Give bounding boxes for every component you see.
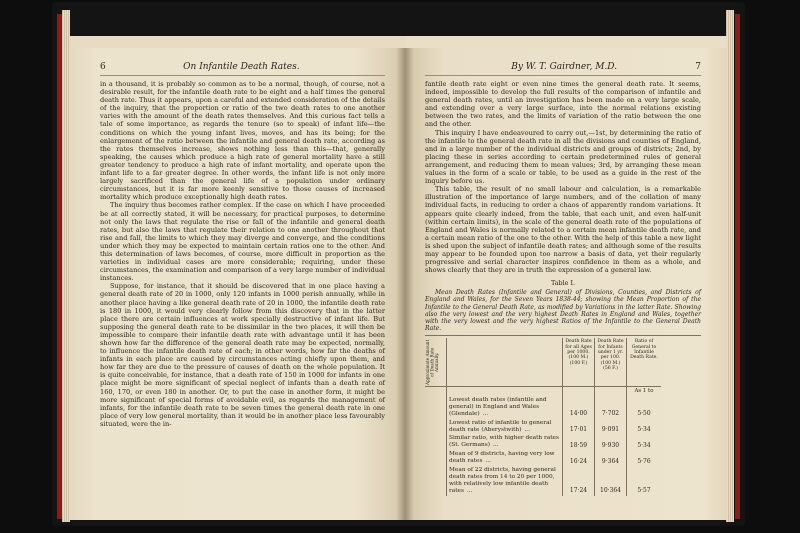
general-death-rate: 14·00 xyxy=(563,396,595,419)
left-page-number: 6 xyxy=(100,62,106,72)
left-paragraph-3: Suppose, for instance, that it should be discovered that in one place having a general death rate of 20 in 1000, only 120 infants in 1000 perish annually, while in another place having a like general death rate of 20 in 1000, the infantile death rate is 180 in 1000, it would very clearly follow from this discovery that in the latter place there are certain influences at work specially destructive of infant life. But supposing the general death rate to be dissimilar in the two places, it will then be impossible to compare their infantile death rate with advantage until it has been shown how far the difference of the general death rate may be expected, normally, to influence the infantile death rate of each; in other words, how far the deaths of infants in each place are caused by circumstances acting chiefly upon them, and how far they are due to the pressure of causes of death on the whole population. It is quite conceivable, for instance, that a death rate of 150 in 1000 for infants in one place might be more significant of special neglect of infants than a death rate of 160, 170, or even 180 in another. Or, to put the case in another form, it might be more significant of special forms of avoidable evil, as regards the management of infants, for the infantile death rate to be seven times the general death rate in one place of very low general mortality, than it would be in another place less favourably situated, were the in- xyxy=(100,282,385,428)
page-stack-left xyxy=(62,10,70,522)
general-death-rate: 18·59 xyxy=(563,434,595,450)
right-paragraph-2: This inquiry I have endeavoured to carry out,—1st, by determining the ratio of the infantile to the general death rate in all the divisions and counties of England, and in a large number of the individual districts and groups of districts; 2nd, by placing these in series according to certain predetermined rules of general arrangement, and reducing them to mean values; 3rd, by arranging these mean values in the form of a scale or table, to be used as a guide in the rest of the inquiry before us. xyxy=(425,128,701,186)
right-paragraph-3: This table, the result of no small labour and calculation, is a remarkable illustration of the importance of large numbers, and of the collation of many individual facts, in reducing to order a chaos of apparently random variations. It appears quite clearly indeed, from the table, that each unit, and even half-unit (within certain limits), in the scale of the general death rate of the populations of England and Wales is normally related to a certain mean infantile death rate, and a certain mean ratio of the one to the other. With the help of this table a new light is shed upon the subject of infantile death rates; and although some of the results may appear to be founded upon too narrow a basis of data, yet their regularly progressive and serial character inspires confidence in them as a whole, and shows clearly that they are in truth the expression of a general law. xyxy=(425,185,701,275)
row-label: Similar ratio, with higher death rates (St. Germans) ... xyxy=(447,434,563,450)
left-running-header xyxy=(100,62,385,76)
infantile-death-rate: 10·364 xyxy=(595,466,627,496)
table-row xyxy=(425,450,701,466)
row-blank xyxy=(425,466,447,496)
table-unit-row xyxy=(425,387,701,395)
header-death-rate-infants: Death Rate for Infants under 1 yr. per 100. (100 M.) (56 F.) xyxy=(595,338,627,387)
general-death-rate: 17·24 xyxy=(563,466,595,496)
table-row xyxy=(425,466,701,496)
left-running-title: On Infantile Death Rates. xyxy=(183,62,300,72)
row-label: Mean of 9 districts, having very low death rates ... xyxy=(447,450,563,466)
row-blank xyxy=(425,396,447,419)
row-label: Lowest ratio of infantile to general death rate (Aberystwith) ... xyxy=(447,419,563,435)
table-row xyxy=(425,434,701,450)
row-blank xyxy=(425,434,447,450)
header-description xyxy=(447,338,563,387)
ratio-value: 5·34 xyxy=(637,441,651,449)
infantile-death-rate: 9·091 xyxy=(595,419,627,435)
book-gutter xyxy=(396,48,414,520)
table-label: Table I. xyxy=(550,279,576,288)
header-approx-amount: Approximate Amount of Death Rate Annually. xyxy=(425,338,447,387)
table-row xyxy=(425,396,701,419)
page-stack-right xyxy=(726,10,734,522)
ratio-value: 5·50 xyxy=(637,410,651,418)
left-page xyxy=(70,48,405,520)
infantile-death-rate: 9·364 xyxy=(595,450,627,466)
row-label: Lowest death rates (infantile and general) in England and Wales (Glendale) ... xyxy=(447,396,563,419)
infantile-death-rate: 7·702 xyxy=(595,396,627,419)
right-page xyxy=(405,48,727,520)
data-table xyxy=(425,338,701,495)
general-death-rate: 16·24 xyxy=(563,450,595,466)
ratio-value: 5·57 xyxy=(637,487,651,495)
general-death-rate: 17·01 xyxy=(563,419,595,435)
binding-edge-right xyxy=(735,14,740,519)
right-running-title: By W. T. Gairdner, M.D. xyxy=(511,62,618,72)
row-blank xyxy=(425,419,447,435)
header-ratio: Ratio of General to Infantile Death Rate. xyxy=(627,338,661,387)
ratio-value: 5·34 xyxy=(637,426,651,433)
left-paragraph-2: The inquiry thus becomes rather complex. If the case on which I have proceeded be at all correctly stated, it will be necessary, for practical purposes, to determine not only the laws that regulate the rise or fall of the infantile and general death rates, but also the laws that regulate their relation to one another throughout that rise and fall, the limits to which they may diverge and converge, and the conditions under which they may be expected to maintain certain ratios one to the other. And this determination of laws becomes, of course, more difficult in proportion as the varieties in individual cases are more considerable; requiring, under these circumstances, the examination and comparison of a very large number of individual instances. xyxy=(100,201,385,283)
right-running-header xyxy=(425,62,701,76)
right-paragraph-1: fantile death rate eight or even nine times the general death rate. It seems, indeed, impossible to develop the full results of the comparison of infantile and general death rates, until an investigation has been made on a very large scale, and extending over a very large surface, into the normal relations existing between the two rates, and the limits of variation of the ratio between the one and the other. xyxy=(425,80,701,129)
table-header-row xyxy=(425,338,701,387)
header-death-rate-all-ages: Death Rate for all Ages per 1000. (100 M.) (100 F.) xyxy=(563,338,595,387)
row-blank xyxy=(425,450,447,466)
ratio-unit-note: As 1 to xyxy=(634,388,654,395)
table-caption: Mean Death Rates (Infantile and General) of Divisions, Counties, and Districts of England and Wales, for the Seven Years 1838-44; showing the Mean Proportion of the Infantile to the General Death Rate, as modified by Variations in the latter Rate. Showing also the very lowest and the very highest Death Rates in England and Wales, together with the very lowest and the very highest Ratios of the Infantile to the General Death Rate. xyxy=(425,289,701,333)
infantile-death-rate: 9·930 xyxy=(595,434,627,450)
row-label: Mean of 22 districts, having general death rates from 14 to 20 per 1000, with relatively low infantile death rates ... xyxy=(447,466,563,496)
ratio-value: 5·76 xyxy=(637,457,651,465)
table-row xyxy=(425,419,701,435)
right-page-number: 7 xyxy=(695,62,701,72)
left-paragraph-1: in a thousand, it is probably so common as to be a normal, though, of course, not a desirable result, for the infantile death rate to be eight and a half times the general death rate. Thus it appears, upon a careful and extended consideration of the details of the inquiry, that the proportion or ratio of the two death rates to one another varies with the amount of the death rates themselves. And this curious fact tells a tale of some importance, as regards the tenure (so to speak) of infant life—the conditions on which the young infant lives, moves, and has its being; for the enlargement of the ratio between the infantile and general death rate, according as the rates themselves increase, shows nothing less than this—that, generally speaking, the causes which produce a high rate of general mortality have a still greater tendency to produce a high rate of infant mortality, and operate upon the infant life to a far greater degree. In other words, the infant life is not only more largely sacrificed than the general life of a population under ordinary circumstances, but it is far more keenly sensitive to those causes of increased mortality which produce exceptionally high death rates. xyxy=(100,80,385,202)
